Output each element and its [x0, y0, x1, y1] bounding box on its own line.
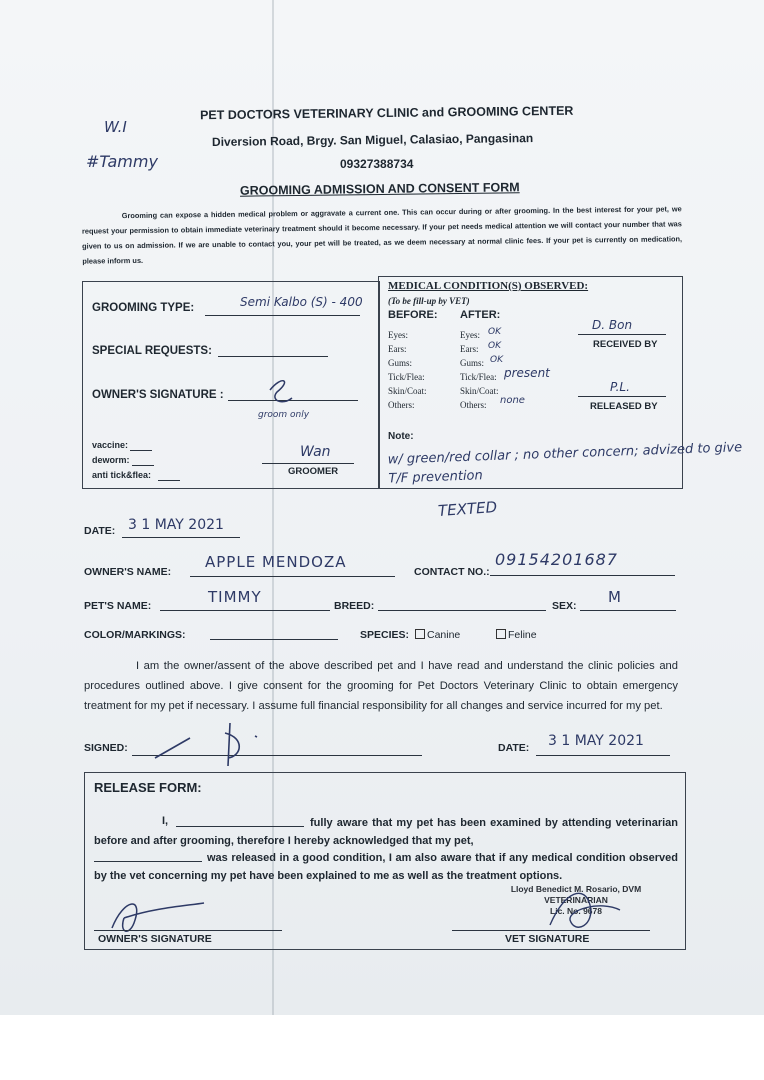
vaccine-line [130, 450, 152, 451]
groomer-signature: Wan [300, 444, 331, 460]
received-by-line [578, 334, 666, 335]
handwritten-note-wi: W.I [104, 118, 127, 136]
color-markings-line [210, 639, 338, 640]
color-markings-label: COLOR/MARKINGS: [84, 629, 186, 641]
stamp-name: Lloyd Benedict M. Rosario, DVM [510, 884, 642, 894]
after-label: AFTER: [460, 309, 501, 321]
vet-sig-line [452, 930, 650, 931]
date-label: DATE: [84, 525, 116, 537]
form-title: GROOMING ADMISSION AND CONSENT FORM [239, 180, 520, 198]
medical-subtitle: (To be fill-up by VET) [388, 296, 470, 306]
after-gums: Gums: [460, 358, 485, 368]
sex-label: SEX: [552, 600, 577, 612]
before-gums: Gums: [388, 358, 413, 368]
date-value: 3 1 MAY 2021 [128, 517, 224, 533]
special-requests-line [218, 356, 328, 357]
sex-value: M [608, 588, 621, 606]
released-by-line [578, 396, 666, 397]
species-feline-option[interactable] [496, 629, 537, 641]
stamp-title: VETERINARIAN [544, 895, 608, 905]
before-tickflea: Tick/Flea: [388, 372, 425, 382]
texted-note: TEXTED [437, 497, 498, 521]
breed-line [378, 610, 546, 611]
signed-signature-scribble [150, 718, 260, 768]
clinic-phone: 09327388734 [340, 157, 414, 171]
release-title: RELEASE FORM: [94, 780, 202, 795]
deworm-line [132, 465, 154, 466]
signed-date-label: DATE: [498, 742, 530, 754]
after-skincoat: Skin/Coat: [460, 386, 499, 396]
intro-paragraph: Grooming can expose a hidden medical problem or aggravate a current one. This can occur during or after grooming. In the best interest for your pet, we request your permission to obtain immediate veterinary treatment should it become necessary. If your pet needs medical attention we will contact your number that was given to us on admission. If we are unable to contact you, your pet will be treated, as we deem necessary at normal clinic fees. If your pet is currently on medication, please inform us. [81, 204, 683, 266]
before-label: BEFORE: [388, 309, 438, 321]
canine-checkbox[interactable] [415, 629, 425, 639]
clinic-name: PET DOCTORS VETERINARY CLINIC and GROOMING CENTER [199, 103, 574, 123]
breed-label: BREED: [334, 600, 375, 612]
after-eyes: Eyes: [460, 330, 480, 340]
owner-release-label: OWNER'S SIGNATURE [98, 933, 212, 945]
owner-release-line [94, 930, 282, 931]
after-others: Others: [460, 400, 487, 410]
grooming-type-label: GROOMING TYPE: [92, 302, 195, 314]
signed-date-value: 3 1 MAY 2021 [548, 733, 644, 749]
stamp-license: Lic. No. 9678 [550, 906, 602, 916]
date-line [122, 537, 240, 538]
vet-signature-scribble [540, 880, 630, 940]
owner-signature-note: groom only [258, 410, 310, 420]
signed-label: SIGNED: [84, 742, 128, 754]
deworm-label: deworm: [92, 455, 130, 465]
consent-paragraph: I am the owner/assent of the above described pet and I have read and understand the clinic policies and procedures outlined above. I give consent for the grooming for Pet Doctors Veterinary Clinic to obtain emergency treatment for my pet if necessary. I assume full financial responsibility for all changes and service incurred for my pet. [84, 660, 678, 712]
after-ears: Ears: [460, 344, 479, 354]
released-by-signature: P.L. [610, 380, 630, 394]
contact-line [490, 575, 675, 576]
sex-line [580, 610, 676, 611]
note-label: Note: [388, 431, 414, 442]
feline-label: Feline [508, 629, 537, 641]
species-label: SPECIES: [360, 629, 410, 641]
species-canine-option[interactable] [415, 629, 460, 641]
vaccine-label: vaccine: [92, 440, 129, 450]
owner-signature-label: OWNER'S SIGNATURE : [92, 389, 224, 401]
signed-date-line [536, 755, 670, 756]
medical-title: MEDICAL CONDITION(S) OBSERVED: [388, 280, 589, 292]
contact-value: 09154201687 [495, 550, 618, 569]
received-by-signature: D. Bon [592, 318, 633, 332]
before-skincoat: Skin/Coat: [388, 386, 427, 396]
contact-label: CONTACT NO.: [414, 566, 490, 578]
after-eyes-value: OK [488, 327, 501, 337]
owner-name-value: APPLE MENDOZA [205, 553, 347, 571]
after-tickflea: Tick/Flea: [460, 372, 497, 382]
special-requests-label: SPECIAL REQUESTS: [92, 345, 212, 357]
pet-name-label: PET'S NAME: [84, 600, 152, 612]
grooming-type-line [205, 315, 360, 316]
groomer-label: GROOMER [288, 466, 339, 477]
feline-checkbox[interactable] [496, 629, 506, 639]
groomer-line [262, 463, 354, 464]
after-tickflea-value: present [504, 366, 550, 380]
release-i: I, [162, 815, 169, 827]
release-text-3: was released in a good condition, I am also aware that if any medical condition observed by the vet concerning my pet have been explained to me as well as the treatment options. [94, 852, 678, 882]
antitick-label: anti tick&flea: [92, 470, 152, 480]
note-text: w/ green/red collar ; no other concern; advized to give T/F prevention [387, 440, 743, 487]
owner-name-label: OWNER'S NAME: [84, 566, 172, 578]
antitick-line [158, 480, 180, 481]
release-text-2: fully aware that my pet has been examined by attending veterinarian before and after grooming, therefore I hereby acknowledged that my pet, [94, 817, 678, 847]
after-ears-value: OK [488, 341, 501, 351]
before-ears: Ears: [388, 344, 407, 354]
owner-name-line [190, 576, 395, 577]
grooming-type-value: Semi Kalbo (S) - 400 [240, 295, 363, 309]
before-eyes: Eyes: [388, 330, 408, 340]
owner-signature-scribble [262, 370, 322, 410]
after-gums-value: OK [490, 355, 503, 365]
received-by-label: RECEIVED BY [593, 339, 658, 350]
handwritten-note-tammy: #Tammy [86, 152, 158, 171]
pet-name-value: TIMMY [208, 588, 262, 606]
released-by-label: RELEASED BY [590, 401, 658, 412]
after-others-value: none [500, 395, 525, 406]
vet-sig-label: VET SIGNATURE [505, 933, 590, 945]
before-others: Others: [388, 400, 415, 410]
clinic-address: Diversion Road, Brgy. San Miguel, Calasiao, Pangasinan [211, 131, 534, 149]
canine-label: Canine [427, 629, 461, 641]
pet-name-line [160, 610, 330, 611]
